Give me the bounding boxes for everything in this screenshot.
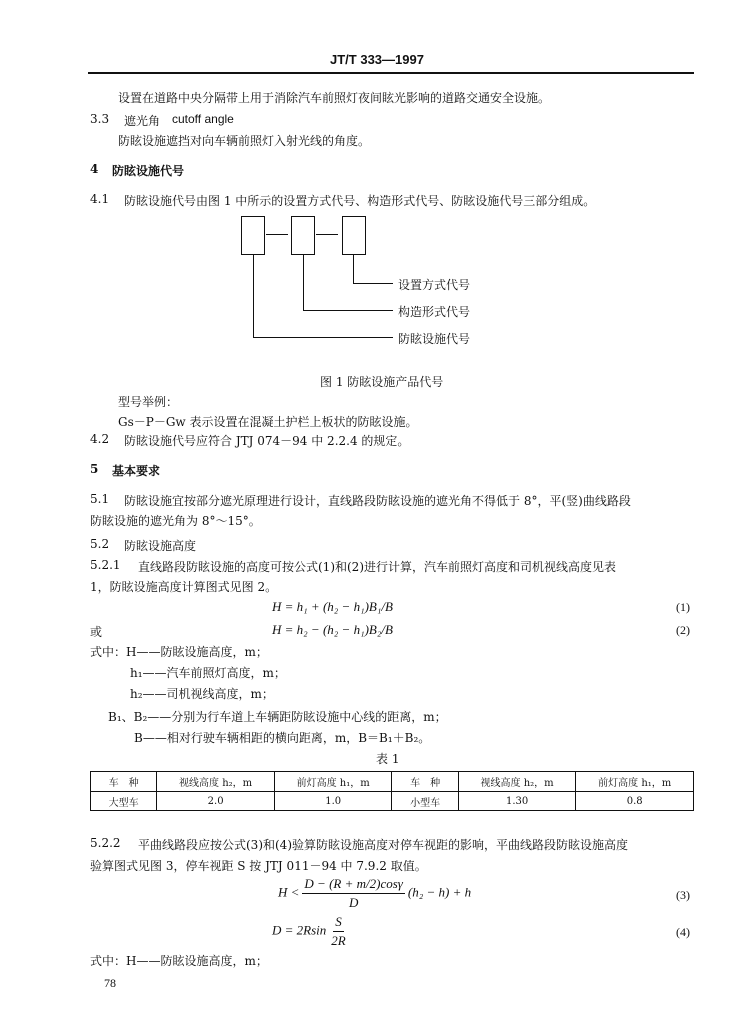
- connector-2-vertical: [303, 254, 304, 311]
- table-header-cell: 车 种: [392, 772, 458, 792]
- equation-1-number: (1): [676, 600, 690, 614]
- equation-2: H = h₂ − (h₂ − h₁)B₂/B: [272, 622, 393, 637]
- equation-3-number: (3): [676, 888, 690, 902]
- where-h-again: 式中：H——防眩设施高度，m；: [90, 954, 268, 968]
- connector-1-vertical: [253, 254, 254, 338]
- connector-3-vertical: [353, 254, 354, 284]
- table-header-cell: 前灯高度 h₁，m: [274, 772, 392, 792]
- section-3-3-term-en: cutoff angle: [172, 112, 234, 126]
- example-text: Gs－P－Gw 表示设置在混凝土护栏上板状的防眩设施。: [118, 415, 418, 429]
- connector-2-horizontal: [303, 310, 393, 311]
- section-3-3-number: 3.3: [90, 112, 110, 126]
- section-4-title: 防眩设施代号: [112, 164, 185, 178]
- section-5-2-2-line1: 平曲线路段应按公式(3)和(4)验算防眩设施高度对停车视距的影响，平曲线路段防眩设施高度: [138, 838, 628, 852]
- equation-3-numerator: D − (R + m/2)cosγ: [302, 876, 404, 894]
- dash-2: [316, 234, 338, 235]
- figure-1-caption: 图 1 防眩设施产品代号: [320, 375, 444, 389]
- table-cell: 1.30: [458, 792, 576, 811]
- equation-4-numerator: S: [333, 914, 344, 932]
- equation-3-denominator: D: [348, 895, 359, 910]
- table-cell: 小型车: [392, 792, 458, 811]
- section-4-number: 4: [90, 162, 99, 176]
- section-5-2-number: 5.2: [90, 537, 110, 551]
- section-5-1-line2: 防眩设施的遮光角为 8°～15°。: [90, 514, 261, 528]
- section-4-2-number: 4.2: [90, 432, 110, 446]
- section-3-3-definition: 防眩设施遮挡对向车辆前照灯入射光线的角度。: [118, 134, 371, 148]
- table-cell: 大型车: [91, 792, 157, 811]
- section-4-1-text: 防眩设施代号由图 1 中所示的设置方式代号、构造形式代号、防眩设施代号三部分组成。: [124, 194, 596, 208]
- header-rule: [88, 72, 694, 74]
- section-5-number: 5: [90, 462, 99, 476]
- where-h: 式中：H——防眩设施高度，m；: [90, 645, 268, 659]
- where-h1: h₁——汽车前照灯高度，m；: [130, 666, 286, 680]
- table-header-cell: 视线高度 h₂，m: [157, 772, 275, 792]
- where-h2: h₂——司机视线高度，m；: [130, 687, 274, 701]
- table-cell: 1.0: [274, 792, 392, 811]
- table-header-row: [91, 772, 694, 792]
- diagram-label-facility-code: 防眩设施代号: [398, 332, 471, 346]
- section-5-title: 基本要求: [112, 464, 161, 478]
- equation-3-lhs: H <: [278, 884, 300, 900]
- connector-1-horizontal: [253, 337, 393, 338]
- table-cell: 2.0: [157, 792, 275, 811]
- table-row: [91, 792, 694, 811]
- section-5-2-title: 防眩设施高度: [124, 539, 197, 553]
- or-word: 或: [90, 625, 103, 639]
- section-3-3-term-cn: 遮光角: [124, 114, 161, 128]
- section-5-1-line1: 防眩设施宜按部分遮光原理进行设计，直线路段防眩设施的遮光角不得低于 8°，平(竖)曲线路段: [124, 494, 631, 508]
- equation-4: [272, 914, 351, 949]
- section-5-2-2-number: 5.2.2: [90, 836, 121, 850]
- intro-line: 设置在道路中央分隔带上用于消除汽车前照灯夜间眩光影响的道路交通安全设施。: [118, 91, 551, 105]
- section-5-2-1-line2: 1，防眩设施高度计算图式见图 2。: [90, 580, 278, 594]
- table-header-cell: 视线高度 h₂，m: [458, 772, 576, 792]
- equation-1: H = h₁ + (h₂ − h₁)B₁/B: [272, 599, 393, 614]
- diagram-label-structure-form: 构造形式代号: [398, 305, 471, 319]
- where-b1-b2: B₁、B₂——分别为行车道上车辆距防眩设施中心线的距离，m；: [108, 710, 447, 724]
- page-number: 78: [104, 976, 116, 990]
- code-box-3: [342, 216, 366, 255]
- equation-3: [278, 876, 471, 911]
- section-5-1-number: 5.1: [90, 492, 110, 506]
- example-label: 型号举例：: [118, 395, 179, 409]
- diagram-label-setting-method: 设置方式代号: [398, 278, 471, 292]
- code-box-2: [291, 216, 315, 255]
- table-header-cell: 前灯高度 h₁，m: [576, 772, 694, 792]
- equation-3-rhs: (h₂ − h) + h: [407, 884, 472, 900]
- section-5-2-2-line2: 验算图式见图 3，停车视距 S 按 JTJ 011－94 中 7.9.2 取值。: [90, 859, 427, 873]
- table-1-title: 表 1: [376, 752, 400, 766]
- section-5-2-1-number: 5.2.1: [90, 558, 121, 572]
- table-cell: 0.8: [576, 792, 694, 811]
- equation-4-number: (4): [676, 925, 690, 939]
- connector-3-horizontal: [353, 283, 393, 284]
- standard-code: JT/T 333—1997: [330, 52, 424, 67]
- section-5-2-1-line1: 直线路段防眩设施的高度可按公式(1)和(2)进行计算，汽车前照灯高度和司机视线高度见表: [138, 560, 616, 574]
- where-b: B——相对行驶车辆相距的横向距离，m，B＝B₁＋B₂。: [134, 731, 431, 745]
- section-4-1-number: 4.1: [90, 192, 110, 206]
- code-box-1: [241, 216, 265, 255]
- table-header-cell: 车 种: [91, 772, 157, 792]
- table-1: [90, 771, 694, 811]
- dash-1: [266, 234, 288, 235]
- section-4-2-text: 防眩设施代号应符合 JTJ 074－94 中 2.2.4 的规定。: [124, 434, 410, 448]
- equation-2-number: (2): [676, 623, 690, 637]
- equation-4-denominator: 2R: [331, 933, 346, 948]
- equation-4-lhs: D = 2Rsin: [272, 922, 327, 938]
